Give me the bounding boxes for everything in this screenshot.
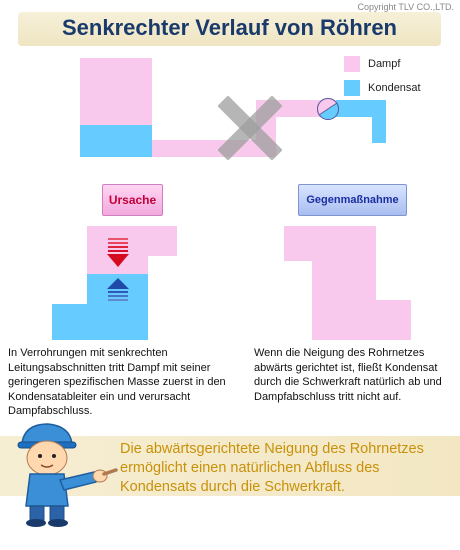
pipe-condensate-outlet: [336, 100, 372, 117]
page-title: Senkrechter Verlauf von Röhren: [62, 15, 397, 40]
fix-upper-steam: [284, 226, 376, 261]
cause-explanation: In Verrohrungen mit senkrechten Leitungsabschnitten tritt Dampf mit seiner geringeren spezifischen Masse zuerst in den Kondensatableiter ein und verursacht Dampfabschluss.: [8, 347, 226, 417]
tip-text: Die abwärtsgerichtete Neigung des Rohrnetzes ermöglicht einen natürlichen Abfluss des Kondensats durch die Schwerkraft.: [120, 441, 424, 495]
pointing-worker-icon: [8, 418, 120, 528]
countermeasure-label: Gegenmaßnahme: [298, 184, 407, 216]
pipe-condensate-drop: [372, 100, 386, 143]
valve-icon: [316, 97, 340, 121]
legend-condensate-label: Kondensat: [368, 82, 421, 94]
countermeasure-explanation: Wenn die Neigung des Rohrnetzes abwärts gerichtet ist, fließt Kondensat durch die Schwerkraft natürlich ab und Dampfabschluss tritt nicht auf.: [254, 347, 442, 403]
cause-lower-condensate: [52, 304, 148, 340]
tank-condensate-zone: [80, 125, 152, 157]
cross-mark-icon: [218, 96, 282, 160]
cause-upper-steam: [87, 226, 177, 256]
fix-vertical-steam: [312, 258, 376, 302]
copyright-notice: Copyright TLV CO.,LTD.: [357, 2, 454, 12]
legend-steam-label: Dampf: [368, 58, 401, 70]
arrow-up-icon: [106, 278, 130, 304]
legend-condensate-swatch: [344, 80, 360, 96]
fix-lower-steam: [312, 300, 411, 340]
arrow-down-icon: [106, 238, 130, 268]
cause-label: Ursache: [102, 184, 163, 216]
legend-steam-swatch: [344, 56, 360, 72]
tank-steam-zone: [80, 58, 152, 125]
title-bar: [18, 12, 441, 46]
